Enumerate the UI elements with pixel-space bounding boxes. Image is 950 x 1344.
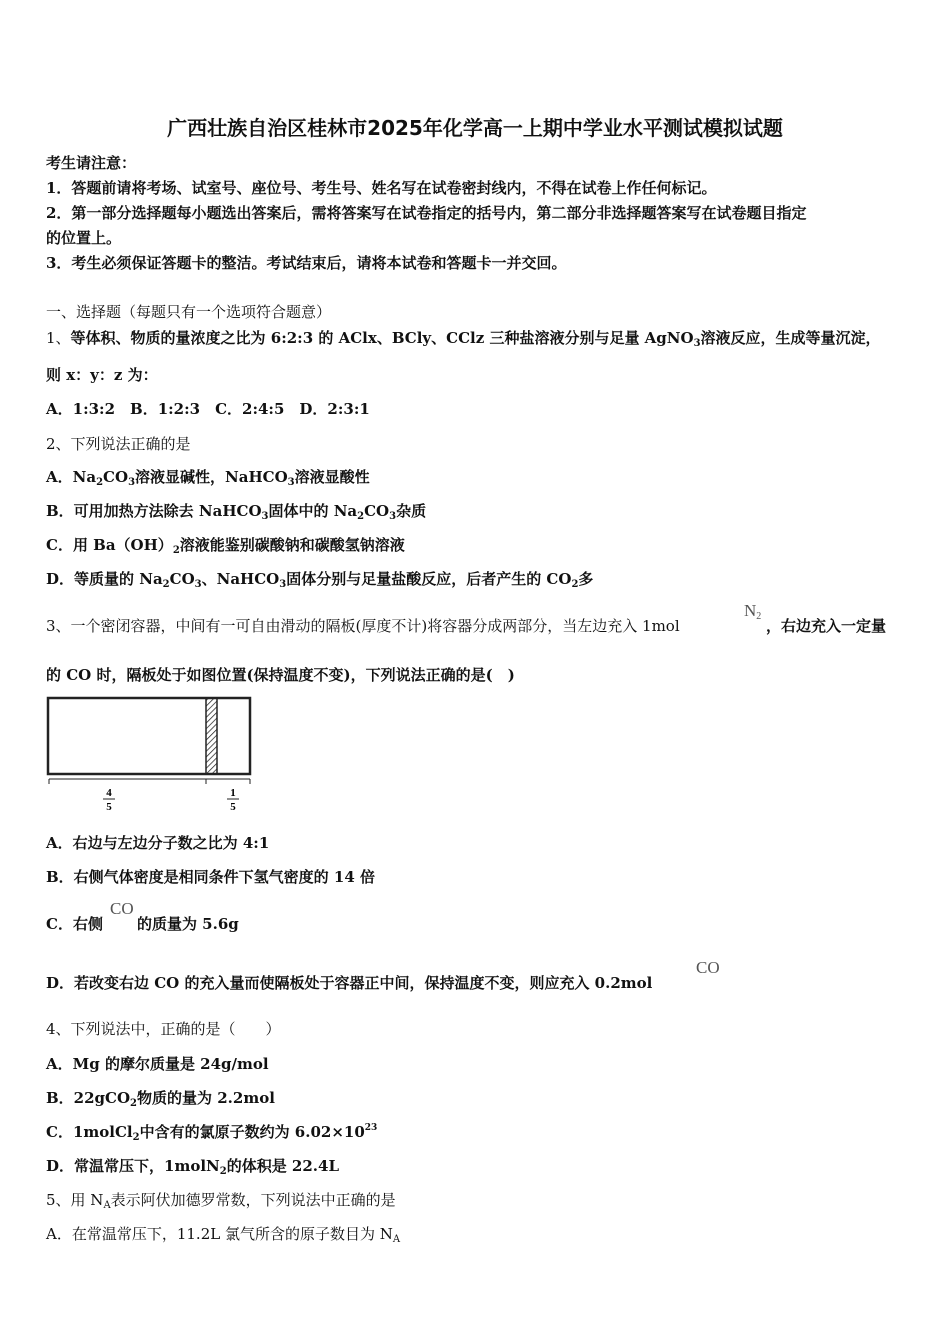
- question-3-option-b: B．右侧气体密度是相同条件下氢气密度的 14 倍: [46, 868, 375, 886]
- question-3-option-d: D．若改变右边 CO 的充入量而使隔板处于容器正中间，保持温度不变，则应充入 0.2mol: [46, 974, 653, 992]
- question-4-option-c: C．1molCl$_2$中含有的氯原子数约为 $6.02\times 10^{23}$: [46, 1123, 378, 1143]
- right-fraction-numerator: 1: [230, 787, 236, 799]
- partition-board: [206, 698, 217, 774]
- question-3-option-a: A．右边与左边分子数之比为 4:1: [46, 834, 270, 852]
- question-3-stem-cont: 的 CO 时，隔板处于如图位置(保持温度不变)，下列说法正确的是( ): [46, 666, 515, 684]
- question-2-option-c: C．用 $Ba(OH)_2$溶液能鉴别碳酸钠和碳酸氢钠溶液: [46, 536, 405, 556]
- question-2-stem: 2、下列说法正确的是: [46, 435, 191, 453]
- partition-figure: [46, 696, 261, 816]
- question-5-option-a: A．在常温常压下，11.2L 氯气所含的原子数目为 $N_A$: [46, 1225, 401, 1245]
- question-4-stem: 4、下列说法中，正确的是（ ）: [46, 1020, 281, 1038]
- question-2-option-b: B．可用加热方法除去 NaHCO$_3$固体中的 $Na_2CO_3$杂质: [46, 502, 427, 522]
- page-title: 广西壮族自治区桂林市2025年化学高一上期中学业水平测试模拟试题: [167, 116, 783, 140]
- container-box: [48, 698, 250, 774]
- question-number: 1、: [46, 329, 71, 347]
- question-1-options: A．1:3:2 B．1:2:3 C．2:4:5 D．2:3:1: [46, 400, 370, 418]
- question-2-option-d: D．等质量的 $Na_2CO_3$、NaHCO$_3$固体分别与足量盐酸反应，后者产生的 $CO_2$多: [46, 570, 594, 590]
- question-5-stem: 5、用 $N_A$表示阿伏加德罗常数，下列说法中正确的是: [46, 1191, 396, 1211]
- notice-item-1: 1．答题前请将考场、试室号、座位号、考生号、姓名写在试卷密封线内，不得在试卷上作任何标记。: [46, 179, 717, 197]
- right-fraction-denominator: 5: [230, 801, 236, 813]
- question-4-option-d: D．常温常压下，1molN$_2$的体积是 22.4L: [46, 1157, 340, 1177]
- notice-item-2: 2．第一部分选择题每小题选出答案后，需将答案写在试卷指定的括号内，第二部分非选择题答案写在试卷题目指定: [46, 204, 807, 222]
- question-2-option-a: A．$Na_2CO_3$溶液显碱性，NaHCO$_3$溶液显酸性: [46, 468, 370, 488]
- left-fraction-numerator: 4: [106, 787, 112, 799]
- notice-item-2-cont: 的位置上。: [46, 229, 122, 247]
- question-3-stem-tail: ，右边充入一定量: [766, 617, 887, 635]
- container-diagram: [46, 696, 261, 820]
- question-3-option-c: C．右侧 的质量为 5.6g: [46, 915, 239, 933]
- question-4-option-a: A．Mg 的摩尔质量是 24g/mol: [46, 1055, 269, 1073]
- formula-co: CO: [696, 958, 720, 977]
- notice-heading: 考生请注意：: [46, 154, 137, 172]
- question-4-option-b: B．22gCO$_2$物质的量为 2.2mol: [46, 1089, 275, 1109]
- question-1-stem-cont: 则 x：y：z 为：: [46, 366, 158, 384]
- formula-n2: N2: [744, 601, 762, 622]
- notice-item-3: 3．考生必须保证答题卡的整洁。考试结束后，请将本试卷和答题卡一并交回。: [46, 254, 567, 272]
- left-fraction-denominator: 5: [106, 801, 112, 813]
- question-3-stem: 3、一个密闭容器，中间有一可自由滑动的隔板(厚度不计)将容器分成两部分，当左边充入 1mol: [46, 617, 680, 635]
- question-1-stem: 1、等体积、物质的量浓度之比为 6:2:3 的 AClx、BCly、CClz 三种盐溶液分别与足量 AgNO$_3$溶液反应，生成等量沉淀，: [46, 329, 881, 349]
- section-heading: 一、选择题（每题只有一个选项符合题意）: [46, 303, 332, 321]
- formula-co: CO: [110, 899, 134, 918]
